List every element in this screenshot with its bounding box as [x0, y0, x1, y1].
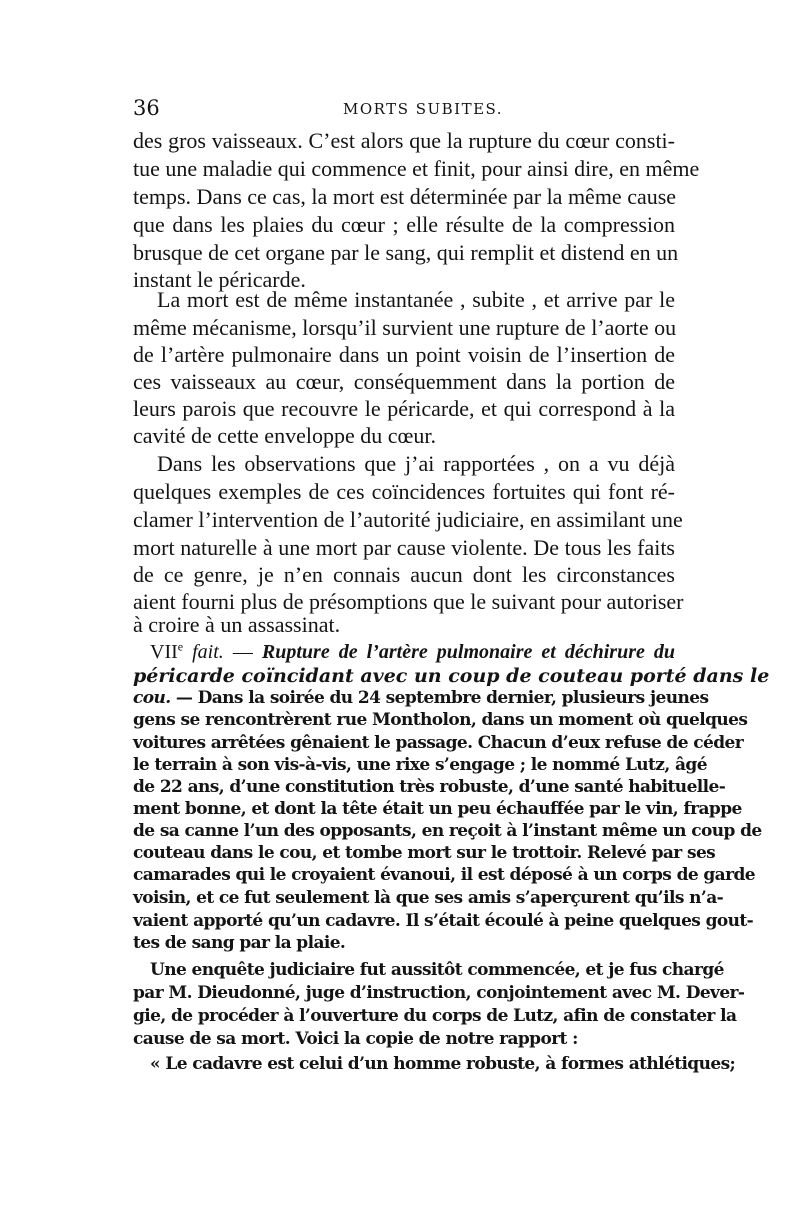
text-line: temps. Dans ce cas, la mort est déterminée par la même cause [133, 184, 677, 209]
text-line: ment bonne, et dont la tête était un peu échauffée par le vin, frappe [133, 799, 742, 819]
text-line: même mécanisme, lorsqu’il survient une rupture de l’aorte ou [133, 315, 677, 340]
text-line: des gros vaisseaux. C’est alors que la rupture du cœur consti- [133, 128, 675, 153]
text-line: de 22 ans, d’une constitution très robuste, d’une santé habituelle- [133, 777, 726, 797]
text-line: que dans les plaies du cœur ; elle résulte de la compression [133, 212, 675, 237]
page-number: 36 [133, 96, 160, 120]
text-line: camarades qui le croyaient évanoui, il est déposé à un corps de garde [133, 865, 755, 885]
text-line: Dans les observations que j’ai rapportées , on a vu déjà [157, 451, 675, 476]
case-text-start: — Dans la soirée du 24 septembre dernier, plusieurs jeunes [170, 688, 709, 708]
text-line: couteau dans le cou, et tombe mort sur le trottoir. Relevé par ses [133, 843, 716, 863]
running-title: MORTS SUBITES. [343, 100, 504, 118]
text-line: brusque de cet organe par le sang, qui remplit et distend en un [133, 240, 679, 265]
case-title-end: cou. [133, 688, 171, 708]
text-line: cause de sa mort. Voici la copie de notre rapport : [133, 1029, 578, 1049]
case-title: Rupture de l’artère pulmonaire et déchirure du [261, 641, 676, 663]
case-number-superscript: e [177, 639, 184, 654]
text-line: de sa canne l’un des opposants, en reçoit à l’instant même un coup de [133, 821, 762, 841]
text-line: aient fourni plus de présomptions que le suivant pour autoriser [133, 589, 684, 614]
case-heading-line [150, 640, 675, 664]
text-line: « Le cadavre est celui d’un homme robuste, à formes athlétiques; [150, 1054, 736, 1074]
text-line: gens se rencontrèrent rue Montholon, dans un moment où quelques [133, 710, 748, 730]
text-line: La mort est de même instantanée , subite , et arrive par le [157, 287, 675, 312]
text-line: Une enquête judiciaire fut aussitôt commencée, et je fus chargé [150, 960, 724, 980]
text-line: le terrain à son vis-à-vis, une rixe s’engage ; le nommé Lutz, âgé [133, 755, 707, 775]
case-dash: — [223, 641, 262, 663]
text-line: à croire à un assassinat. [133, 612, 341, 637]
running-head [133, 96, 675, 120]
case-title-line: péricarde coïncidant avec un coup de couteau porté dans le [133, 665, 770, 687]
text-line: cavité de cette enveloppe du cœur. [133, 423, 436, 448]
text-line [133, 686, 709, 710]
text-line: ces vaisseaux au cœur, conséquemment dans la portion de [133, 369, 675, 394]
text-line: voisin, et ce fut seulement là que ses amis s’aperçurent qu’ils n’a- [133, 888, 724, 908]
text-line: tue une maladie qui commence et finit, pour ainsi dire, en même [133, 156, 700, 181]
case-label: fait. [183, 641, 224, 663]
text-line: par M. Dieudonné, juge d’instruction, conjointement avec M. Dever- [133, 983, 745, 1003]
text-line: mort naturelle à une mort par cause violente. De tous les faits [133, 535, 675, 560]
text-line: quelques exemples de ces coïncidences fortuites qui font ré- [133, 479, 675, 504]
text-line: clamer l’intervention de l’autorité judiciaire, en assimilant une [133, 507, 683, 532]
text-line: instant le péricarde. [133, 267, 306, 292]
text-line: leurs parois que recouvre le péricarde, et qui correspond à la [133, 396, 675, 421]
case-number: VII [150, 641, 178, 663]
text-line: de ce genre, je n’en connais aucun dont les circonstances [133, 562, 675, 587]
text-line: vaient apporté qu’un cadavre. Il s’était écoulé à peine quelques gout- [133, 911, 754, 931]
text-line: tes de sang par la plaie. [133, 933, 346, 953]
text-line: gie, de procéder à l’ouverture du corps de Lutz, afin de constater la [133, 1006, 737, 1026]
text-line: voitures arrêtées gênaient le passage. Chacun d’eux refuse de céder [133, 733, 744, 753]
text-line: de l’artère pulmonaire dans un point voisin de l’insertion de [133, 342, 675, 367]
